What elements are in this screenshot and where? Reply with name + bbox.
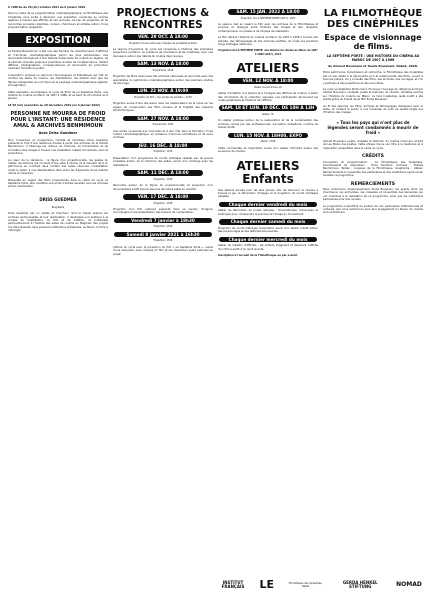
exposition-title: EXPOSITION <box>8 33 108 47</box>
ateliers-info-1: Atelier ouvert à tous, 2h <box>254 85 282 89</box>
credits-text: Conception et programmation : La Filmothèque des Cinéphiles. Commissariat de l'exposition : Driss Guedmer. Archives : Famille Benmimoun. Textes : L'équipe de la Filmothèque. Graphisme : Atelier. Remerciements à l'ensemble des partenaires et des institutions ayant rendu possible ce programme. <box>323 160 423 178</box>
gerda-henkel-logo: GERDA HENKEL STIFTUNG <box>342 579 378 589</box>
event-date-pill: JEU. 16 DÉC. À 18:00 <box>123 143 203 149</box>
projections-title: PROJECTIONS & RENCONTRES <box>116 7 210 31</box>
ateliers-pill-2: SAM. 18 ET LUN. 19 DÉC. DE 10H À 13H <box>219 105 317 111</box>
expo-note: LE 28 (sic) novembre au 28 décembre 2021 (ou 6 janvier 2022) <box>8 103 101 107</box>
le-logo: LE <box>259 578 275 592</box>
event-text: Une soirée consacrée aux ciné-clubs et à leur rôle dans la formation d'une culture cinématographique, en présence d'anciens animateurs et de leurs archives. <box>113 129 213 140</box>
event-date-pill: VEN. 29 OCT. À 18:00 <box>123 34 203 40</box>
enfants-note: Inscription à l'accueil de la Filmothèque ou par e-mail. <box>218 253 298 257</box>
enfants-pill-2: Chaque dernier samedi du mois <box>219 219 317 225</box>
top-text-2: Le film retrace l'histoire du cinéma au Maroc de 1907 à 1986 à travers des extraits, des témoignages et des archives inédites, du muet aux premiers longs métrages nationaux. <box>218 36 318 47</box>
support-text: Le programme a bénéficié du soutien de nos partenaires institutionnels et culturels, que nous remercions pour leur engagement en faveur du cinéma et du patrimoine. <box>323 204 423 215</box>
top-note: Projection de LA SEPTIÈME PORTE: une histoire du cinéma au Maroc de 1907 à 1986 (2017), 1h23 <box>218 49 318 56</box>
top-text: La séance met en regard le film avec les archives de la Filmothèque et propose un dialogue entre l'histoire des images et leur réception contemporaine, en présence de l'équipe de réalisation. <box>218 23 318 33</box>
thanks-text: Nous remercions chaleureusement Touda Bouanani, les ayants droit, les chercheurs, les archivistes, les cinéastes et l'ensemble des bénévoles qui ont contribué à la réalisation de ce programme, ainsi que les institutions partenaires pour leur soutien. <box>323 187 423 202</box>
ateliers-pill-1: VEN. 12 NOV. À 18:00 <box>228 78 308 84</box>
event-date-pill: SAM. 27 NOV. À 18:00 <box>123 116 203 122</box>
event-date-pill: VEN. 17 DÉC. À 18:00 <box>123 194 203 200</box>
event-info: Projection, 1h40 <box>153 177 173 181</box>
nomad-logo: NOMAD <box>396 581 422 589</box>
event-info-jan7: Projection, 1h20 <box>153 225 173 229</box>
expo-paragraph-3: Cette exposition accompagne le cycle de films de La Septième Porte, une histoire du cinéma au Maroc de 1907 à 1986, et se tient du 29 octobre au 6 janvier. <box>8 90 108 101</box>
footer-logos <box>218 570 423 600</box>
residence-title: PERSONNE NE MOURRA DE FROID POUR L'INSTANT: UNE RÉSIDENCE AMAL & ARCHIVES BENMIMOUN <box>10 111 106 130</box>
residence-paragraph-1: Pour l'ouverture du programme, l'artiste et chercheur Driss Guedmer présente le fruit d'une résidence menée à partir des archives de la famille Benmimoun. Il interroge les notions de mémoire, de transmission et de circulation des images à travers une installation mêlant documents, sons et projections. <box>8 138 108 156</box>
driss-bio: Driss Guedmer est un artiste et chercheur dont le travail explore les archives audiovisuelles et leur réactivation. Il développe une pratique à la croisée de l'installation, du film et de l'édition, et s'intéresse particulièrement à l'histoire des salles de cinéma au Maghreb. Ses projets ont été présentés dans plusieurs institutions et festivals, au Maroc comme à l'étranger. <box>8 212 108 233</box>
event-text: Projection d'un film restauré présenté dans sa version d'origine, accompagné d'une présentation des travaux de numérisation. <box>113 207 213 215</box>
intro-paragraph: Dans le cadre de sa programmation cinématographique, la Filmothèque des Cinéphiles vous invite à découvrir une exposition consacrée au cinéma algérien à travers ses affiches et ses archives. Ce lieu de projection et de rencontres accueille cinéphiles, curieux, chercheurs et artistes autour d'une programmation exigeante. <box>8 12 108 30</box>
enfants-title: ATELIERS Enfants <box>236 158 300 186</box>
event-text: Projection de films rares issus des archives nationales et rencontre avec des spécialistes du patrimoine cinématographique autour des premiers studios de tournage. <box>113 75 213 86</box>
closing-text: Clôture du cycle avec la projection du film « La Septième Porte », suivie d'une discussion avec l'équipe du film et les chercheurs ayant participé au projet. <box>113 245 213 256</box>
institut-francais-logo: INSTITUT FRANÇAIS <box>221 579 245 589</box>
event-info: Programme, 1h18 <box>152 68 174 72</box>
septieme-title: LA SEPTIÈME PORTE : UNE HISTOIRE DU CINÉMA AU MAROC DE 1907 À 1986 <box>326 54 420 62</box>
thanks-title: REMERCIEMENTS <box>350 181 396 187</box>
filmotheque-p3: Au fil des séances, les films, archives et témoignages dialoguent avec le texte, et invitent le public à une traversée de près de quatre-vingts ans d'histoire des images. <box>323 104 423 115</box>
ateliers-title: ATELIERS <box>236 61 300 76</box>
enfants-text-2: Projection de courts métrages d'animation suivie d'un atelier créatif autour des personnages et des histoires découvertes. <box>218 226 318 234</box>
event-pill-jan8: Samedi 8 janvier 2021 à 16h30 <box>114 232 212 238</box>
ateliers-info-3: Atelier, 1h30 <box>260 140 276 144</box>
event-text: Présentation d'un programme de courts métrages réalisés par de jeunes cinéastes autour de la mémoire des salles, suivie d'un échange avec les réalisateurs. <box>113 156 213 167</box>
event-info: Programme, 1h25 <box>152 123 174 127</box>
filmotheque-title: LA FILMOTHÈQUE DES CINÉPHILES <box>323 8 423 30</box>
ateliers-info-2: Atelier, 3h <box>262 113 274 117</box>
septieme-sub: de Ahmed Bouanani et Touda Bouanani. Rabat, 2020. <box>327 64 419 68</box>
event-date-pill: SAM. 13 NOV. À 18:00 <box>123 61 203 67</box>
enfants-pill-3: Chaque dernier mercredi du mois <box>219 237 317 243</box>
residence-paragraph-2: Au cœur de la résidence : la figure d'un projectionniste, les gestes du métier, les bobines qui circulent d'une salle à l'autre, et la manière dont un patrimoine se construit dans l'ombre des salles obscures. L'installation invite le public à une déambulation libre entre les fragments d'une histoire intime et collective. <box>8 158 108 176</box>
intro-title: À l'affiche du 28 (sic) octobre 2021 au 6 janvier 2022 <box>8 6 86 9</box>
ateliers-text-3: Visite commentée de l'exposition suivie d'un atelier d'écriture autour des souvenirs de cinéma. <box>218 146 318 154</box>
residence-paragraph-3: Présentée en regard des films programmés dans le cadre du cycle La Septième Porte, elle constitue une porte d'entrée sensible vers les archives et leur réactivation. <box>8 178 108 189</box>
events-list <box>113 34 213 215</box>
quote-text: Ahmed Bouanani, poète, cinéaste et historien du cinéma marocain, extrait de Les Mains des poètes. Cette phrase donne son titre à la résidence et à l'exposition présentées dans le cadre du cycle. <box>323 139 423 150</box>
quote: « Tous les pays qui n'ont plus de légendes seront condamnés à mourir de froid » <box>327 119 419 135</box>
enfants-text: Des ateliers pensés pour les plus jeunes, afin de découvrir le cinéma à travers le jeu, la fabrication d'images et la projection de courts métrages adaptés. <box>218 188 318 199</box>
credits-title: CRÉDITS <box>361 154 384 160</box>
event-info: Projection, 1h28 <box>153 201 173 205</box>
event-text: Rencontre autour de la figure du projectionniste et projection d'un documentaire inédit tourné dans les dernières salles en activité. <box>113 184 213 191</box>
expo-paragraph-2: L'exposition propose un parcours chronologique et thématique qui met en lumière les salles de cinéma, les distributeurs, les studios ainsi que les figures marquantes qui ont façonné le paysage cinématographique algérien et maghrébin. <box>8 73 108 88</box>
filmotheque-p2: Le cycle La Septième Porte met à l'honneur l'ouvrage de référence écrit par Ahmed Bouanani, cinéaste, poète et historien du cinéma. Véritable somme sur l'histoire du cinéma au Maroc, ce livre longtemps resté inédit a été publié grâce au travail de sa fille Touda Bouanani. <box>323 88 423 102</box>
column-2 <box>113 6 213 259</box>
ateliers-text-2: Un atelier pratique autour de la restauration et de la numérisation des archives, animé par des professionnels. Inscription obligatoire, nombre de places limité. <box>218 119 318 130</box>
event-info: Projection, 1h30 <box>153 150 173 154</box>
event-info: Projection du film « Aux portes du paradis », 1h35 <box>134 96 192 100</box>
event-info: Projection et rencontre avec l'équipe de La Septième Porte <box>129 41 197 45</box>
column-4 <box>323 6 423 218</box>
filmotheque-p1: Entre patrimoine, transmission et recherche, la Filmothèque des Cinéphiles est un lieu dédié à la découverte et à la redécouverte des films, ouvert à tous les publics. On y consulte des films, des archives, des ouvrages, et l'on y participe à des projections et des rencontres. <box>323 71 423 85</box>
event-pill-jan7: Vendredi 7 janvier à 18h30 <box>114 218 212 224</box>
enfants-pill-1: Chaque dernier vendredi du mois <box>219 202 317 208</box>
enfants-text-3: Atelier de création d'affiches : les enfants imaginent et dessinent l'affiche d'un film à partir d'un récit raconté. <box>218 244 318 251</box>
residence-sub: Avec Driss Guedmer <box>38 131 78 136</box>
event-text: La séance d'ouverture du cycle est consacrée à l'histoire des premières projections au Maroc, en présence de chercheurs et de cinéphiles, avec une discussion autour des débuts du cinéma dans le pays. <box>113 48 213 58</box>
enfants-text-1: Atelier de fabrication de jouets optiques : thaumatropes, folioscopes et zootropes pour comprendre le principe de l'image en mouvement. <box>218 209 318 216</box>
driss-sub: Biographie <box>51 205 65 209</box>
driss-title: DRISS GUEDMER <box>39 196 77 202</box>
column-1 <box>8 6 108 236</box>
top-info: Projection de LA SEPTIÈME PORTE (2017), 1h23 <box>240 16 296 20</box>
column-3 <box>218 6 318 260</box>
expo-paragraph-1: La Famille Benmimoun a été une des familles de collectionneurs d'affiches et d'archives cinématographiques parmi les plus importantes. Ces documents témoignent d'une histoire foisonnante du cinéma en Algérie, de la période coloniale jusqu'aux premières années de l'indépendance, mêlant affiches, photographies, correspondances et documents de production rarement montrés au public. <box>8 50 108 71</box>
filmotheque-subtitle: Espace de visionnage de films. <box>324 33 422 51</box>
top-pill: SAM. 15 JAN. 2022 À 18:00 <box>228 9 308 15</box>
ateliers-pill-3: LUN. 15 NOV. À 18H00, EXPO <box>228 133 308 139</box>
event-text: Projection suivie d'une discussion avec les restaurateurs de la copie sur les enjeux de conservation des films anciens et la fragilité des supports photochimiques. <box>113 102 213 113</box>
event-date-pill: SAM. 11 DÉC. À 18:00 <box>123 170 203 176</box>
address-text: Filmothèque des Cinéphiles, Rabat <box>288 582 323 588</box>
event-date-pill: LUN. 22 NOV. À 19:00 <box>123 88 203 94</box>
event-info-jan8: Projection, 1h30 <box>153 239 173 243</box>
ateliers-text-1: Atelier d'initiation à la lecture et à l'analyse des affiches de cinéma, à partir des documents de la collection exposée. Les participants découvrent les codes graphiques et l'histoire de l'affiche. <box>218 92 318 103</box>
